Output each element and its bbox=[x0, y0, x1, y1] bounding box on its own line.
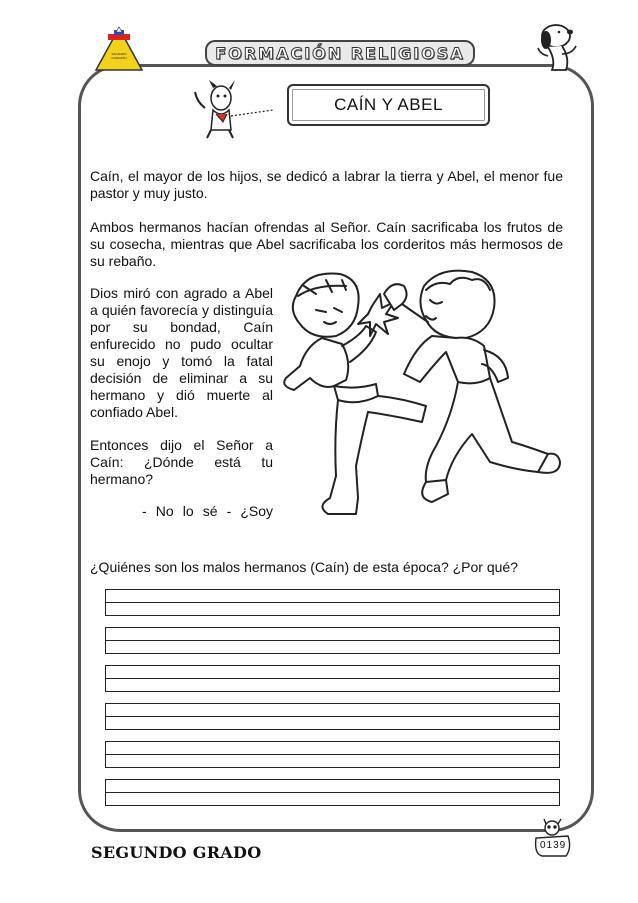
grade-label: SEGUNDO GRADO bbox=[91, 843, 262, 862]
paragraph-offerings: Ambos hermanos hacían ofrendas al Señor. Caín sacrificaba los frutos de su cosecha, mientras que Abel sacrificaba los corderitos más hermosos de su rebaño. bbox=[90, 219, 563, 269]
answer-box[interactable] bbox=[105, 589, 560, 616]
answer-box[interactable] bbox=[105, 627, 560, 654]
school-logo-icon bbox=[94, 26, 144, 72]
page-mascot-icon bbox=[528, 818, 576, 858]
paragraph-lord-asks: Entonces dijo el Señor a Caín: ¿Dónde está tu hermano? bbox=[90, 437, 273, 487]
header-banner-text: FORMACIÓN RELIGIOSA bbox=[215, 43, 465, 63]
answer-box[interactable] bbox=[105, 703, 560, 730]
school-logo-text: SAGRADO CORAZÓN bbox=[111, 52, 127, 60]
cartoon-character-icon bbox=[183, 78, 283, 140]
question-text: ¿Quiénes son los malos hermanos (Caín) de esta época? ¿Por qué? bbox=[90, 559, 519, 575]
paragraph-favor: Dios miró con agrado a Abel a quién favorecía y distinguía por su bondad, Caín enfurecido no pudo ocultar su enojo y tomó la fatal decisión de eliminar a su hermano y dió muerte al confiado Abel. bbox=[90, 285, 273, 420]
page-number: 0139 bbox=[540, 840, 567, 851]
fighting-boys-illustration bbox=[276, 266, 566, 538]
paragraph-cain-answer: - No lo sé - ¿Soy bbox=[142, 503, 273, 519]
answer-box[interactable] bbox=[105, 779, 560, 806]
lesson-title-box bbox=[287, 84, 490, 126]
paragraph-intro: Caín, el mayor de los hijos, se dedicó a labrar la tierra y Abel, el menor fue pastor y muy justo. bbox=[90, 168, 563, 201]
answer-box[interactable] bbox=[105, 741, 560, 768]
lesson-title: CAÍN Y ABEL bbox=[334, 95, 443, 114]
snoopy-icon bbox=[526, 14, 586, 74]
answer-box[interactable] bbox=[105, 665, 560, 692]
header-banner bbox=[205, 40, 475, 66]
